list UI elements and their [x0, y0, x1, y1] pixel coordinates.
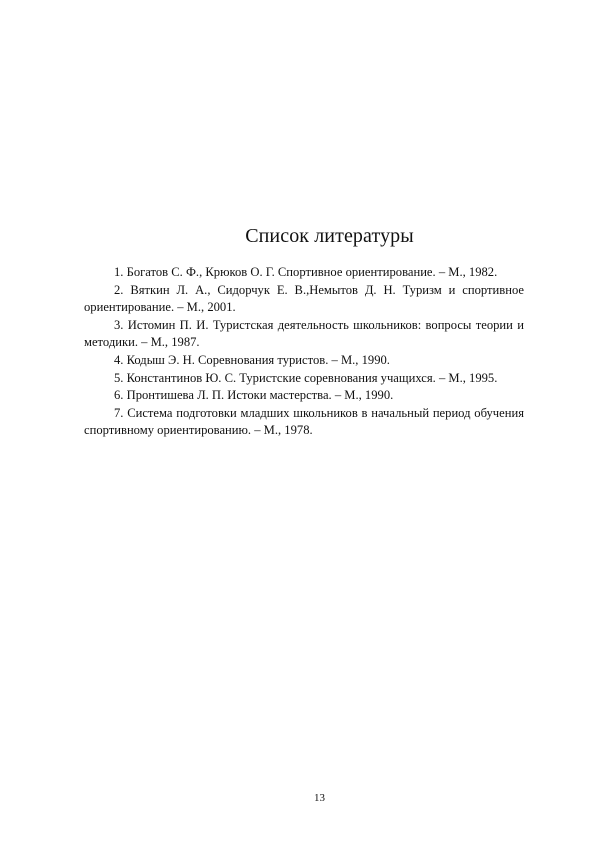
reference-item: 2. Вяткин Л. А., Сидорчук Е. В.,Немытов Д. Н. Туризм и спортивное ориентирование. – М., 2001. [84, 282, 524, 315]
reference-item: 7. Система подготовки младших школьников в начальный период обучения спортивному ориентированию. – М., 1978. [84, 405, 524, 438]
reference-item: 4. Кодыш Э. Н. Соревнования туристов. – М., 1990. [114, 352, 390, 367]
page-title: Список литературы [245, 225, 414, 247]
reference-item: 3. Истомин П. И. Туристская деятельность школьников: вопросы теории и методики. – М., 1987. [84, 317, 524, 350]
reference-list [84, 264, 524, 440]
reference-item: 1. Богатов С. Ф., Крюков О. Г. Спортивное ориентирование. – М., 1982. [114, 265, 498, 279]
page-number: 13 [314, 792, 325, 804]
reference-item: 5. Константинов Ю. С. Туристские соревнования учащихся. – М., 1995. [114, 370, 498, 385]
reference-item: 6. Пронтишева Л. П. Истоки мастерства. – М., 1990. [114, 388, 394, 403]
